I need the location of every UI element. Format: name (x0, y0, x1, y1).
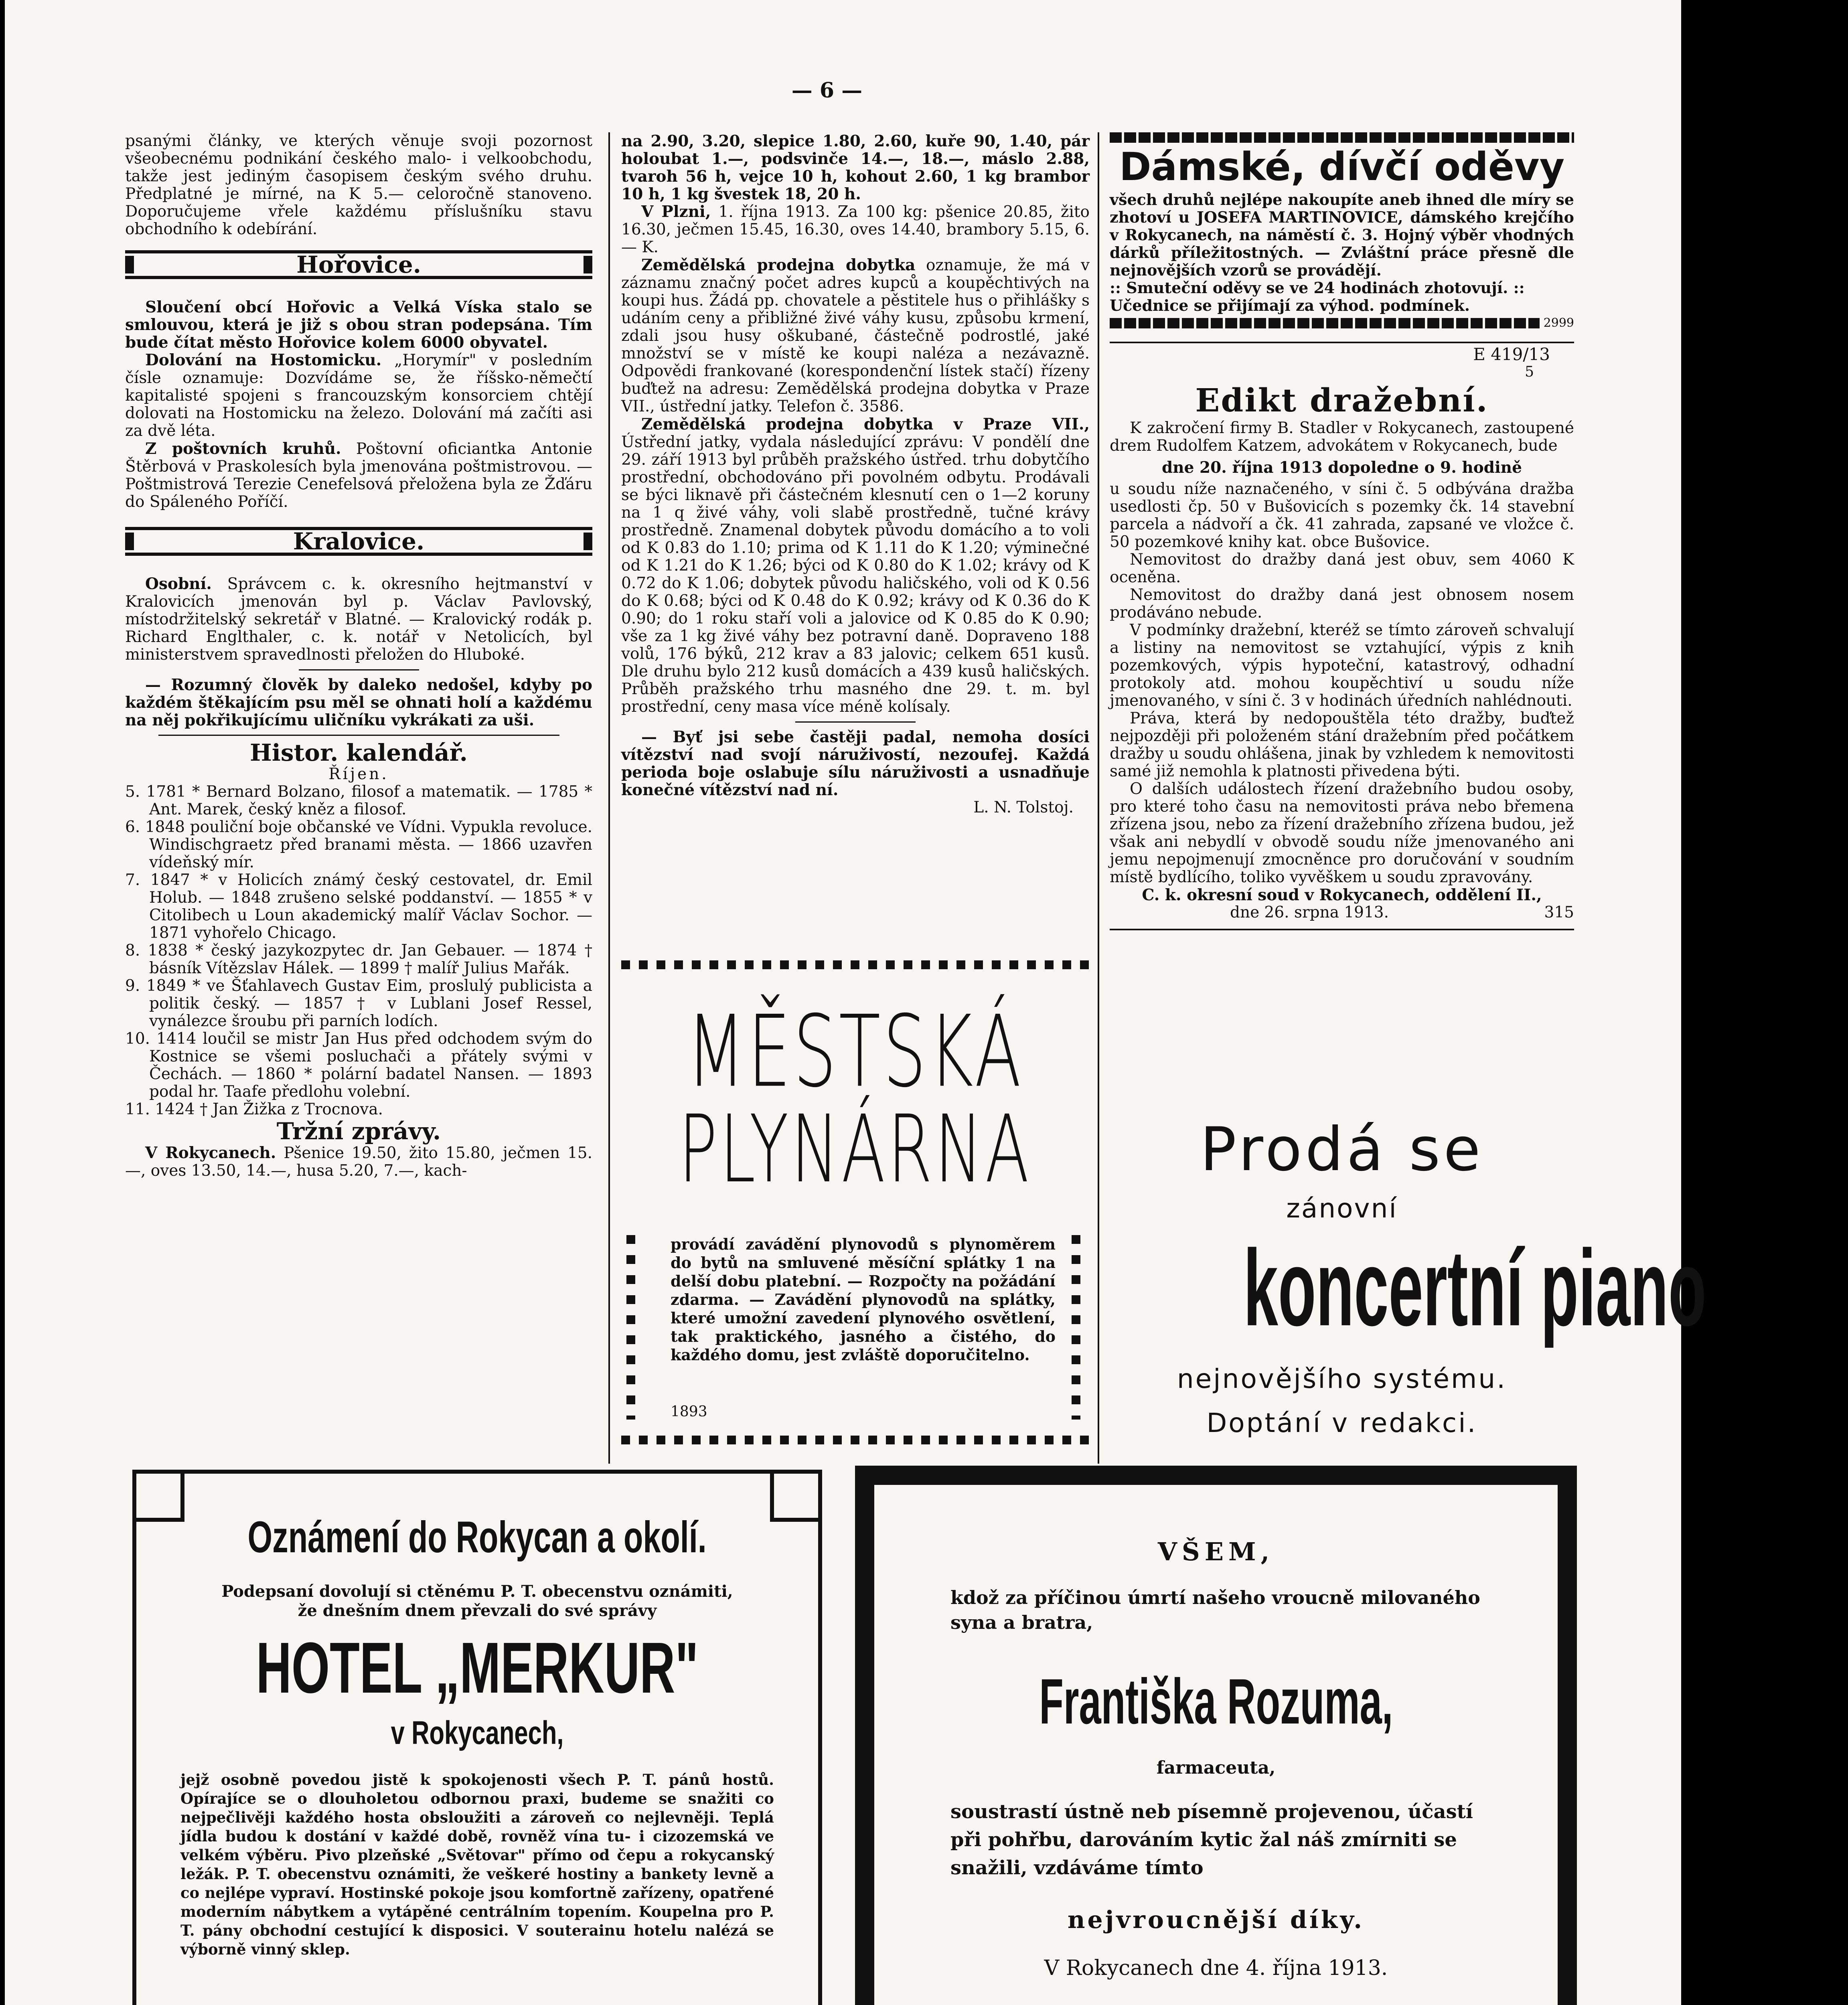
auction-p7: O dalších událostech řízení dražebního budou osoby, pro které toho času na nemovitosti práva nebo břemena zřízena jsou, nebo za řízení dražebního zřízena budou, jež však ani nebydlí v obvodě soudu níže jmenovaného ani jemu nepojmenují zmocněnce pro doručování v soudním místě bydlícího, toliko vyvěškem u soudu zpravovány. (1110, 780, 1574, 886)
column-divider-2 (1098, 132, 1099, 1464)
horovice-p3-lead: Z poštovních kruhů. (145, 439, 341, 458)
calendar-entry: 6. 1848 pouliční boje občanské ve Vídni. Vypukla revoluce. Windischgraetz před branami města. — 1866 uzavřen vídeňský mír. (125, 818, 592, 871)
column-divider-1 (608, 132, 610, 1464)
geese-lead: Zemědělská prodejna dobytka (641, 256, 916, 274)
tolstoy-quote: — Byť jsi sebe častěji padal, nemoha dosíci vítězství nad svojí náruživostí, nezoufej. Každá perioda boje oslabuje sílu náruživosti a usnadňuje konečné vítězství nad ní. (621, 728, 1090, 799)
horovice-p2-lead: Dolování na Hostomicku. (145, 351, 382, 369)
fashion-ad-text1: všech druhů nejlépe nakoupíte aneb ihned dle míry se zhotoví u (1110, 190, 1574, 226)
auction-p6: Práva, která by nedopouštěla této dražby, buďtež nejpozději při položeném stání dražebním před počátkem dražby u soudu ohlášena, jinak by vzhledem k nemovitosti samé již nemohla k platnosti přivedena býti. (1110, 709, 1574, 780)
piano-line1: Prodá se (1200, 1115, 1484, 1185)
piano-line5: Doptání v redakci. (1206, 1408, 1477, 1438)
hotel-ad-text: jejž osobně povedou jistě k spokojenosti všech P. T. pánů hostů. Opírajíce se o dlouholetou odbornou praxi, budeme se snažiti co nejpečlivěji každého hosta obsloužiti a zároveň co nejlevněji. Teplá jídla budou k dostání v každé době, rovněž vína tu- i cizozemská ve velkém výběru. Pivo plzeňské „Světovar" přímo od čepu a rokycanský ležák. P. T. obecenstvu oznámiti, že veškeré hostiny a bankety levně a co nejlépe vypraví. Hostinské pokoje jsou komfortně zařízeny, opatřené moderním nábytkem a vytápěné centrálním topením. Koupelna pro P. T. pány obchodní cestující k disposici. V souterainu hotelu nalézá se výborně vinný sklep. (180, 1771, 774, 1958)
newspaper-page (5, 0, 1706, 2005)
auction-court: C. k. okresní soud v Rokycanech, oddělení II., (1142, 886, 1542, 904)
kralovice-quote: — Rozumný člověk by daleko nedošel, kdyby po každém štěkajícím psu měl se ohnati holí a každému na něj pokřikujícímu uličníku vykrákati za uši. (125, 676, 592, 729)
auction-code: 315 (1544, 903, 1574, 921)
mourning-text2: soustrastí ústně neb písemně projevenou, účastí při pohřbu, darováním kytic žal náš zmírniti se snažili, vzdáváme tímto (950, 1800, 1473, 1879)
tolstoy-author: L. N. Tolstoj. (973, 798, 1074, 816)
piano-line3: koncertní piano (1243, 1227, 1706, 1349)
auction-ref: E 419/13 (1473, 344, 1550, 364)
plzen-text: 1. října 1913. Za 100 kg: pšenice 20.85, žito 16.30, ječmen 15.45, 16.30, oves 14.40, brambory 5.15, 6.— K. (621, 203, 1090, 256)
gasworks-text: provádí zavádění plynovodů s plynoměrem do bytů na smluvené měsíční splátky 1 na delší dobu platební. — Rozpočty na požádání zdarma. — Zavádění plynovodů na splátky, které umožní zavedení plynového osvětlení, tak praktického, jasného a čistého, do každého domu, jest zvláště doporučitelno. (671, 1235, 1056, 1364)
auction-p2: u soudu níže naznačeného, v síni č. 5 odbývána dražba usedlosti čp. 50 v Bušovicích s pozemky čk. 14 stavební parcela a nádvoří a čk. 41 zahrada, zapsané ve vložce č. 50 pozemkové knihy kat. obce Bušovice. (1110, 480, 1574, 551)
calendar-entry: 11. 1424 † Jan Žižka z Trocnova. (125, 1100, 383, 1118)
auction-p3: Nemovitost do dražby daná jest obuv, sem 4060 K oceněna. (1110, 551, 1574, 586)
column-1 (125, 132, 592, 1180)
auction-heading: Edikt dražební. (1195, 381, 1489, 419)
plzen-lead: V Plzni, (641, 203, 711, 221)
calendar-month: Říjen. (328, 765, 389, 783)
hotel-ad-place: v Rokycanech, (391, 1715, 564, 1751)
calendar-entry: 9. 1849 * ve Šťahlavech Gustav Eim, proslulý publicista a politik český. — 1857 † v Lublani Josef Ressel, vynálezce šroubu při parních lodích. (125, 977, 592, 1030)
horovice-p3: Poštovní oficiantka Antonie Štěrbová v Praskolesích byla jmenována poštmistrovou. — Poštmistrová Terezie Cenefelsová přeložena byla ze Žďáru do Spáleného Poříčí. (125, 440, 592, 511)
fashion-ad-name: JOSEFA MARTINOVICE, (1196, 208, 1403, 226)
mourning-text1: kdož za příčinou úmrtí našeho vroucně milovaného syna a bratra, (950, 1587, 1480, 1633)
horovice-p1: Sloučení obcí Hořovic a Velká Víska stalo se smlouvou, která je již s obou stran podepsána. Tím bude čítat město Hořovice kolem 6000 obyvatel. (125, 298, 592, 352)
auction-p1: K zakročení firmy B. Stadler v Rokycanech, zastoupené drem Rudolfem Katzem, advokátem v Rokycanech, bude (1110, 419, 1574, 455)
auction-p5: V podmínky dražební, kteréž se tímto zároveň schvalují a listiny na nemovitost se vztahující, výpis z knih pozemkových, výpis hypoteční, katastrový, odhadní protokoly atd. mohou koupěchtiví u soudu níže jmenovaného, v síni č. 3 v hodinách úředních nahlédnouti. (1110, 621, 1574, 710)
fashion-ad-line1: :: Smuteční oděvy se ve 24 hodinách zhotovují. :: (1110, 279, 1525, 297)
market-continued: na 2.90, 3.20, slepice 1.80, 2.60, kuře 90, 1.40, pár holoubat 1.—, podsvinče 14.—, 18.—, máslo 2.88, tvaroh 56 h, vejce 10 h, kohout 2.60, 1 kg brambor 10 h, 1 kg švestek 18, 20 h. (621, 132, 1090, 203)
hotel-ad-intro: Podepsaní dovolují si ctěnému P. T. obecenstvu oznámiti, že dnešním dnem převzali do své správy (221, 1582, 733, 1620)
kralovice-heading: Kralovice. (125, 527, 592, 556)
market-lead: V Rokycanech. (145, 1144, 276, 1162)
mourning-thanks: nejvroucnější díky. (1067, 1906, 1365, 1934)
hotel-ad-title: Oznámení do Rokycan a okolí. (247, 1513, 707, 1562)
auction-court-date: dne 26. srpna 1913. (1230, 903, 1389, 921)
calendar-entry: 10. 1414 loučil se mistr Jan Hus před odchodem svým do Kostnice se všemi posluchači a přátely svými v Čechách. — 1860 * polární badatel Nansen. — 1893 podal hr. Taafe předlohu volební. (125, 1030, 592, 1101)
mourning-title: farmaceuta, (1156, 1758, 1276, 1778)
auction-ref-sub: 5 (1525, 364, 1534, 380)
cattle-lead: Zemědělská prodejna dobytka v Praze VII., (641, 415, 1090, 433)
gasworks-title-2: PLYNÁRNA (679, 1095, 1031, 1204)
mourning-date: V Rokycanech dne 4. října 1913. (1044, 1956, 1388, 1980)
fashion-ad-code: 2999 (1543, 316, 1574, 330)
piano-line2: zánovní (1286, 1193, 1398, 1224)
cattle-text: Ústřední jatky, vydala následující zprávu: V pondělí dne 29. září 1913 byl průběh pražského ústřed. trhu dobytčího prostřední, obchodováno při povolném odbytu. Prodávali se býci liknavě při částečném klesnutí cen o 1—2 koruny na 1 q živé váhy, voli slabě prostředně, tučné krávy prostředně. Znamenal dobytek původu domácího a to voli od K 0.83 do 1.10; prima od K 1.11 do K 1.20; výminečné od K 1.21 do K 1.26; býci od K 0.80 do K 1.02; krávy od K 0.72 do K 1.06; dobytek původu haličského, voli od K 0.56 do K 0.68; býci od K 0.48 do K 0.92; krávy od K 0.36 do K 0.90; do 1 roku staří voli a jalovice od K 0.85 do K 0.90; vše za 1 kg živé váhy bez potravní daně. Dopraveno 188 volů, 176 býků, 212 krav a 83 jalovic; celkem 651 kusů. Dle druhu bylo 212 kusů domácích a 439 kusů haličských. Průběh pražského trhu masného dne 29. t. m. byl prostřední, ceny masa více méně kolísaly. (621, 433, 1090, 716)
fashion-ad-text2: dámského krejčího v Rokycanech, na náměstí č. 3. Hojný výběr vhodných dárků příležitostných. — Zvláštní práce přesně dle nejnovějších vzorů se provádějí. (1110, 208, 1574, 279)
fashion-ad-line2: Učednice se přijímají za výhod. podmínek. (1110, 296, 1470, 314)
calendar-entry: 5. 1781 * Bernard Bolzano, filosof a matematik. — 1785 * Ant. Marek, český kněz a filosof. (125, 783, 592, 818)
kralovice-p1-lead: Osobní. (145, 575, 212, 593)
fashion-ad-title: Dámské, dívčí oděvy (1119, 144, 1565, 189)
calendar-entry: 8. 1838 * český jazykozpytec dr. Jan Gebauer. — 1874 † básník Vítězslav Hálek. — 1899 † malíř Julius Mařák. (125, 942, 592, 977)
market-text: Pšenice 19.50, žito 15.80, ječmen 15.—, oves 13.50, 14.—, husa 5.20, 7.—, kach- (125, 1144, 592, 1180)
gasworks-code: 1893 (671, 1404, 707, 1420)
mourning-heading: VŠEM, (1157, 1537, 1275, 1566)
auction-date: dne 20. října 1913 dopoledne o 9. hodině (1162, 458, 1522, 477)
page-number: — 6 — (791, 78, 863, 103)
column-3 (1110, 132, 1574, 938)
mourning-ad (855, 1466, 1577, 2005)
gasworks-title-1: MĚSTSKÁ (686, 994, 1024, 1110)
horovice-p2: „Horymír" v posledním čísle oznamuje: Dozvídáme se, že říšsko-němečtí kapitalisté spojeni s francouzským konsorciem chtějí dolovati na Hostomicku na železo. Dolování má začíti asi za dvě léta. (125, 351, 593, 440)
intro-text: psanými články, ve kterých věnuje svoji pozornost všeobecnému podnikání českého malo- i velkoobchodu, takže jest jediným časopisem českým svého druhu. Předplatné je mírné, na K 5.— celoročně stanoveno. Doporučujeme vřele každému příslušníku stavu obchodního k odebírání. (125, 132, 592, 238)
hotel-merkur-ad (132, 1470, 822, 2005)
piano-line4: nejnovějšího systému. (1177, 1363, 1507, 1394)
mourning-name: Františka Rozuma, (1039, 1665, 1393, 1737)
calendar-entry: 7. 1847 * v Holicích známý český cestovatel, dr. Emil Holub. — 1848 zrušeno selské poddanství. — 1855 * v Citolibech u Loun akademický malíř Václav Sochor. — 1871 vyhořelo Chicago. (125, 871, 592, 942)
column-2 (621, 132, 1090, 816)
calendar-heading: Histor. kalendář. (249, 739, 468, 766)
auction-p4: Nemovitost do dražby daná jest obnosem nosem prodáváno nebude. (1110, 586, 1574, 622)
kralovice-p1: Správcem c. k. okresního hejtmanství v Kralovicích jmenován byl p. Václav Pavlovský, místodržitelský sekretář v Blatné. — Kralovický rodák p. Richard Englthaler, c. k. notář v Netolicích, byl ministerstvem spravedlnosti přeložen do Hluboké. (125, 575, 592, 664)
hotel-ad-name: HOTEL „MERKUR" (256, 1628, 699, 1708)
geese-text: oznamuje, že má v záznamu značný počet adres kupců a koupěchtivých na koupi hus. Žádá pp. chovatele a pěstitele hus o přihlášky s udáním ceny a přibližné živé váhy kusu, způsobu krmení, zdali jsou husy oškubané, částečně podrostlé, jaké množství se v místě ke koupi naléza a nezávazně. Odpovědi frankované (korespondenční lístek stačí) řízeny buďtež na adresu: Zemědělská prodejna dobytka v Praze VII., ústřední jatky. Telefon č. 3586. (621, 256, 1090, 415)
market-heading: Tržní zprávy. (276, 1118, 441, 1145)
horovice-heading: Hořovice. (125, 250, 592, 279)
